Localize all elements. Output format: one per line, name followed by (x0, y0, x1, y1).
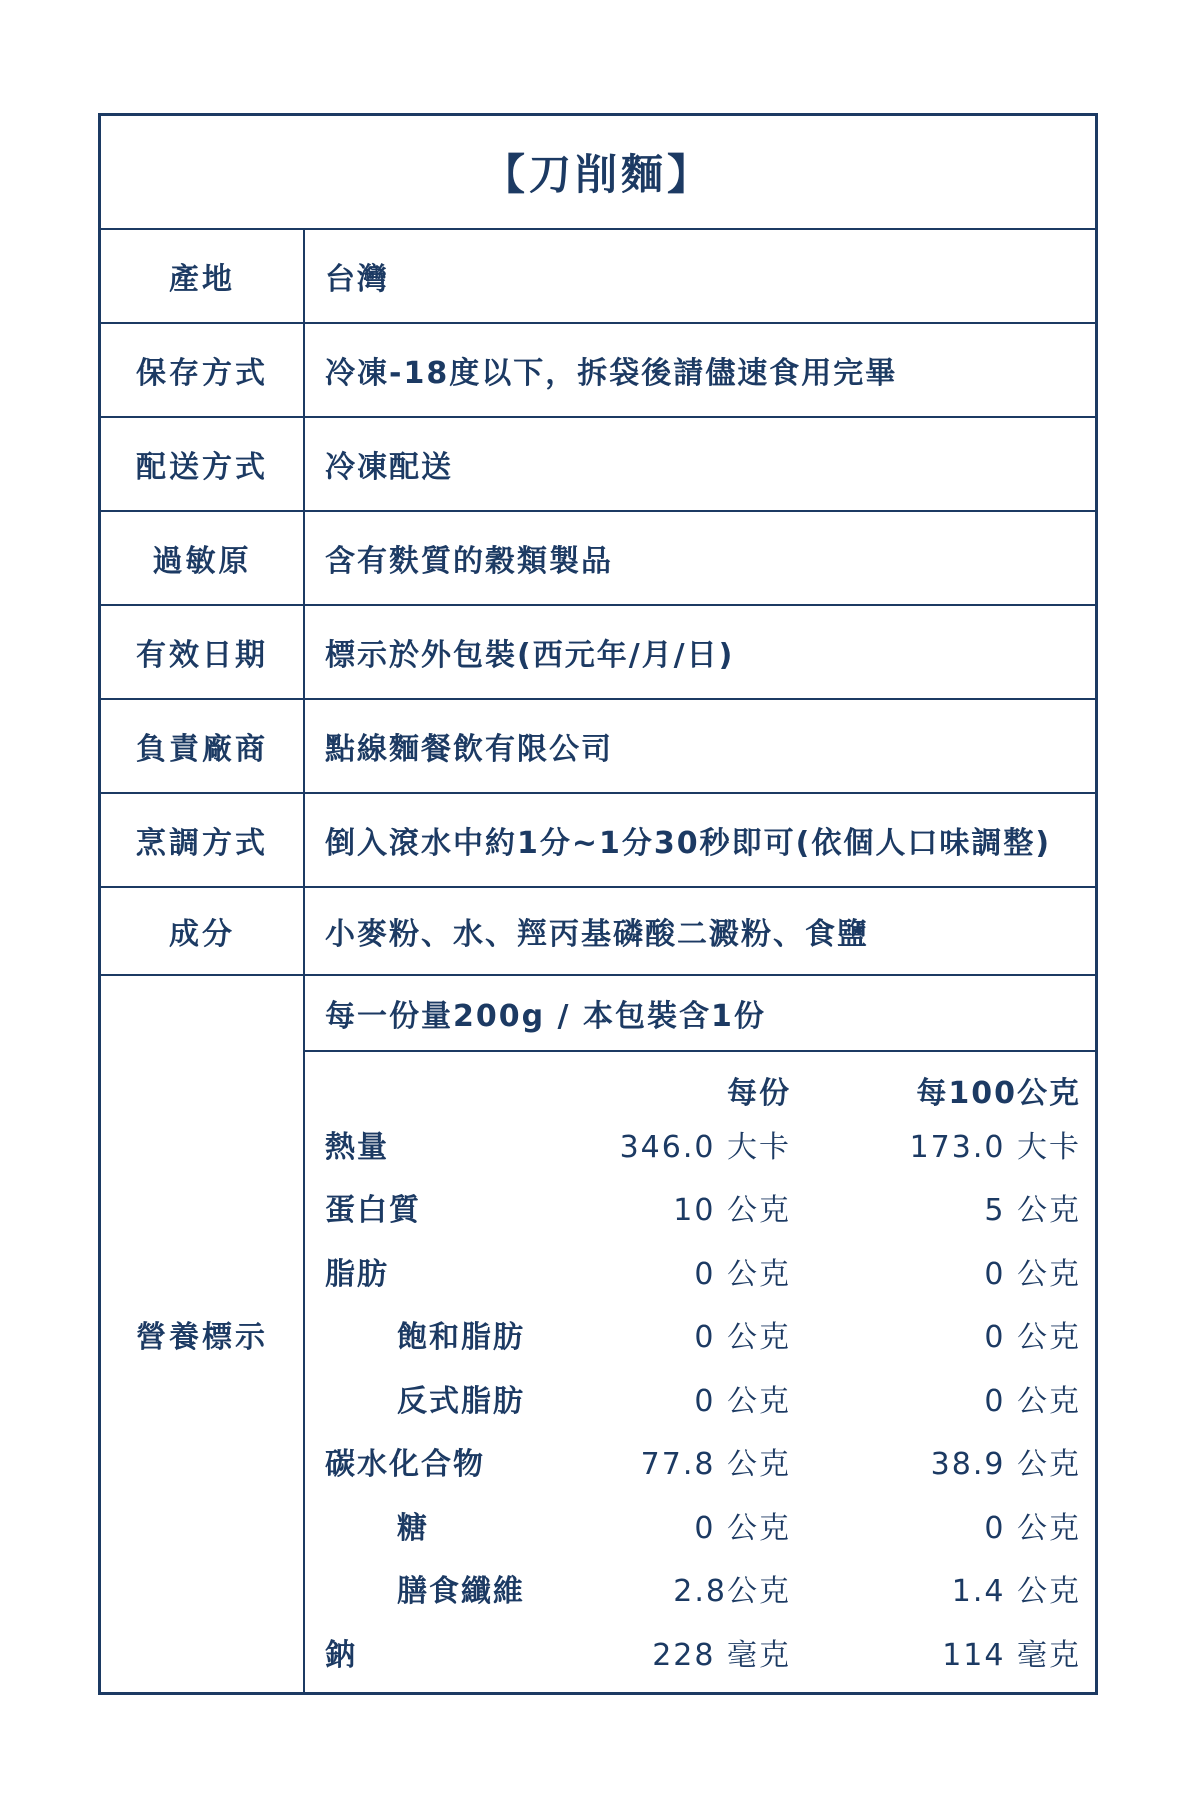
label-manufacturer: 負責廠商 (136, 732, 268, 767)
product-title: 【刀削麵】 (482, 150, 713, 199)
nutrient-name: 蛋白質 (325, 1193, 421, 1228)
value-ingredients: 小麥粉、水、羥丙基磷酸二澱粉、食鹽 (325, 917, 869, 952)
value-allergen: 含有麩質的穀類製品 (325, 544, 613, 579)
nutrient-name: 飽和脂肪 (397, 1320, 525, 1355)
nutrient-per-100g: 0 公克 (984, 1384, 1081, 1419)
value-manufacturer: 點線麵餐飲有限公司 (325, 732, 613, 767)
product-spec-table (98, 113, 1098, 1695)
nutrient-name: 反式脂肪 (397, 1384, 525, 1419)
nutrient-per-serving: 0 公克 (694, 1384, 791, 1419)
nutrient-name: 鈉 (325, 1638, 357, 1673)
col-header-per-100g: 每100公克 (916, 1076, 1081, 1111)
value-storage: 冷凍-18度以下，拆袋後請儘速食用完畢 (325, 356, 898, 391)
nutrient-per-serving: 0 公克 (694, 1320, 791, 1355)
label-expiry: 有效日期 (136, 638, 268, 673)
divider (303, 1050, 1095, 1052)
nutrient-per-100g: 1.4 公克 (951, 1574, 1081, 1609)
label-allergen: 過敏原 (152, 544, 252, 579)
column-divider (303, 228, 305, 1692)
nutrient-per-100g: 38.9 公克 (930, 1447, 1081, 1482)
nutrient-per-serving: 346.0 大卡 (619, 1130, 791, 1165)
value-expiry: 標示於外包裝(西元年/月/日) (325, 638, 735, 673)
nutrient-per-serving: 10 公克 (673, 1193, 791, 1228)
nutrient-per-serving: 0 公克 (694, 1511, 791, 1546)
nutrient-per-serving: 0 公克 (694, 1257, 791, 1292)
nutrient-per-serving: 228 毫克 (652, 1638, 791, 1673)
value-origin: 台灣 (325, 262, 389, 297)
nutrient-name: 碳水化合物 (325, 1447, 485, 1482)
nutrient-name: 脂肪 (325, 1257, 389, 1292)
nutrient-per-100g: 5 公克 (984, 1193, 1081, 1228)
nutrient-per-100g: 0 公克 (984, 1511, 1081, 1546)
nutrient-per-serving: 77.8 公克 (640, 1447, 791, 1482)
nutrient-per-100g: 114 毫克 (942, 1638, 1081, 1673)
label-cooking: 烹調方式 (136, 826, 268, 861)
nutrient-per-100g: 0 公克 (984, 1320, 1081, 1355)
serving-info: 每一份量200g / 本包裝含1份 (325, 999, 766, 1034)
nutrient-name: 糖 (397, 1511, 429, 1546)
label-delivery: 配送方式 (136, 450, 268, 485)
label-ingredients: 成分 (169, 917, 235, 952)
col-header-per-serving: 每份 (727, 1076, 791, 1111)
value-delivery: 冷凍配送 (325, 450, 453, 485)
nutrient-name: 熱量 (325, 1130, 389, 1165)
label-nutrition: 營養標示 (136, 1320, 268, 1355)
nutrient-per-serving: 2.8公克 (673, 1574, 791, 1609)
label-storage: 保存方式 (136, 356, 268, 391)
nutrient-name: 膳食纖維 (397, 1574, 525, 1609)
value-cooking: 倒入滾水中約1分~1分30秒即可(依個人口味調整) (325, 826, 1052, 861)
nutrient-per-100g: 173.0 大卡 (909, 1130, 1081, 1165)
label-origin: 產地 (169, 262, 235, 297)
nutrient-per-100g: 0 公克 (984, 1257, 1081, 1292)
